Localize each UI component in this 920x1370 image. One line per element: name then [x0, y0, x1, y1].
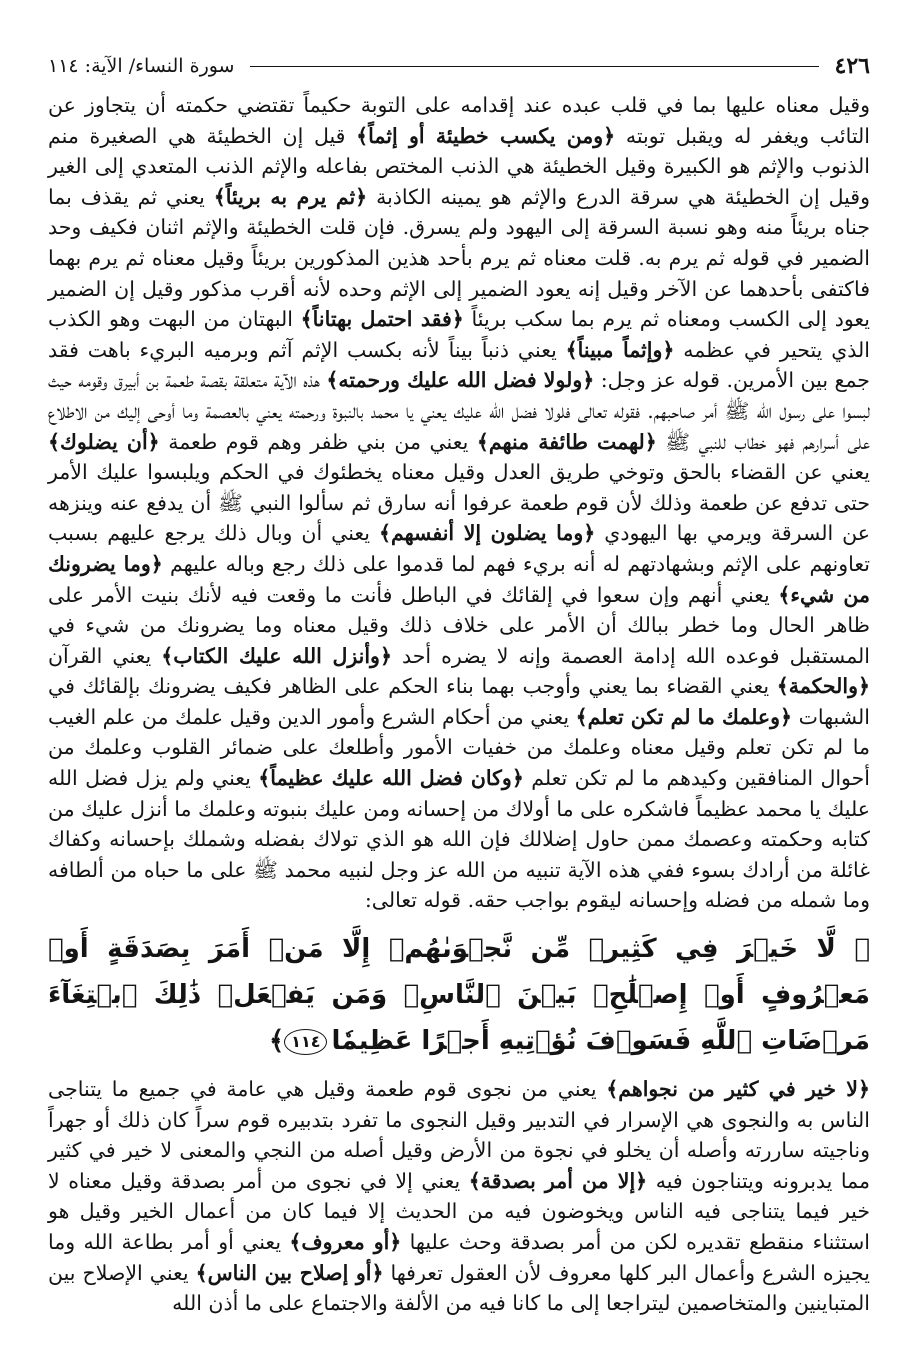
- text-segment: هذه الآية متعلقة بقصة طعمة بن أبيرق وقومه حيث لبسوا على رسول الله ﷺ أمر صاحبهم. فقوله تعالى فلولا فضل الله عليك يعني يا محمد بالنبوة ورحمته يعني بالعصمة وما أوحى إليك من الاطلاع على أسرارهم فهو خطاب للنبي ﷺ: [48, 368, 871, 454]
- text-segment: يعني ثم يقذف بما جناه بريئاً منه وهو نسبة السرقة إلى اليهود ولم يسرق. فإن قلت الخطيئة والإثم اثنان فكيف وحد الضمير في قوله ثم يرم به. قلت معناه ثم يرم بأحد هذين المذكورين بريئاً وقيل معناه ثم يرم بهما فاكتفى بأحدهما عن الآخر وقيل إنه يعود الضمير إلى الإثم وحده لأنه أقرب مذكور وقيل إن الضمير يعود إلى الكسب ومعناه ثم يرم بما سكب بريئاً: [48, 184, 871, 332]
- text-segment: يعني ذنباً بيناً لأنه بكسب الإثم آثم وبرميه البريء باهت فقد جمع بين الأمرين. قوله عز وجل:: [48, 337, 870, 393]
- quran-quote: ﴿لهمت طائفة منهم﴾: [476, 429, 657, 454]
- text-segment: يعني من أحكام الشرع وأمور الدين وقيل علمك من علم الغيب ما لم تكن تعلم وقيل معناه وعلمك من خفيات الأمور وأطلعك على ضمائر القلوب وعلمك من أحوال المنافقين وكيدهم ما لم تكن تعلم: [48, 704, 871, 791]
- text-segment: يعني الإصلاح بين المتباينين والمتخاصمين ليتراجعا إلى ما كانا فيه من الألفة والاجتماع على ما أذن الله: [48, 1260, 870, 1316]
- quran-quote: ﴿وإثماً مبيناً﴾: [565, 337, 675, 362]
- quran-quote: ﴿ولولا فضل الله عليك ورحمته﴾: [326, 368, 595, 393]
- quran-quote: ﴿أو معروف﴾: [289, 1230, 402, 1254]
- commentary-paragraph: [48, 1074, 870, 1319]
- quran-verse: [48, 926, 870, 1064]
- text-segment: وقيل معناه عليها بما في قلب عبده عند إقدامه على التوبة حكيماً تقتضي حكمته أن يتجاوز عن التائب ويغفر له ويقبل توبته: [48, 93, 870, 148]
- text-segment: البهتان من البهت وهو الكذب الذي يتحير في عظمه: [48, 307, 871, 362]
- text-segment: يعني أنهم وإن سعوا في إلقائك في الباطل فأنت ما وقعت فيه لأنك بنيت الأمر على ظاهر الحال وما خطر ببالك أن الأمر على خلاف ذلك وقيل معناه وما يضرونك من شيء في المستقبل فوعده الله إدامة العصمة وإنه لا يضره أحد: [48, 582, 870, 668]
- quran-quote: ﴿وكان فضل الله عليك عظيماً﴾: [258, 766, 524, 791]
- text-segment: يعني من نجوى قوم طعمة وقيل هي عامة في جميع ما يتناجى الناس به والنجوى هي الإسرار في التدبير وقيل النجوى ما تفرد بتدبيره قوم سراً كان ذلك أو جهراً وناجيته ساررته وأصله أن يخلو في نجوة من الأرض وقيل أصله من النجي والمعنى لا خير في كثير مما يدبرونه ويتناجون فيه: [48, 1077, 870, 1193]
- verse-number-marker: ١١٤: [284, 1029, 327, 1055]
- text-segment: يعني أن وبال ذلك يرجع عليهم بسبب تعاونهم على الإثم وبشهادتهم له أنه بريء فهم لما قدموا على ذلك رجع وباله عليهم: [48, 521, 870, 576]
- text-segment: يعني عن القضاء بالحق وتوخي طريق العدل وقيل معناه يخطئوك في الحكم ويلبسوا عليك الأمر حتى تدفع عن طعمة وذلك لأن قوم طعمة عرفوا أنه سارق ثم سألوا النبي ﷺ أن يدفع عنه وينزهه عن السرقة ويرمي بها اليهودي: [48, 460, 871, 546]
- header-rule: [250, 66, 818, 67]
- text-segment: يعني إلا في نجوى من أمر بصدقة وقيل معناه لا خير فيما يتناجى فيه الناس ويخوضون فيه من الحديث إلا فيما كان من أعمال الخير وقيل هو استثناء منقطع تقديره لكن من أمر بصدقة وحث عليها: [48, 1168, 871, 1254]
- page-header: [48, 48, 870, 84]
- quran-quote: ﴿ثم يرم به بريئاً﴾: [213, 184, 368, 209]
- quran-quote: ﴿وما يضرونك من شيء﴾: [48, 551, 870, 607]
- quran-quote: ﴿وما يضلون إلا أنفسهم﴾: [378, 521, 596, 546]
- text-segment: قيل إن الخطيئة هي الصغيرة منم الذنوب والإثم هو الكبيرة وقيل الخطيئة هي الذنب المختص بفاعله والإثم الذنب المتعدي إلى الغير وقيل إن الخطيئة هي سرقة الدرع والإثم هو يمينه الكاذبة: [48, 123, 870, 209]
- quran-quote: ﴿وأنزل الله عليك الكتاب﴾: [161, 643, 392, 668]
- commentary-paragraph: [48, 90, 870, 916]
- quran-quote: ﴿لا خير في كثير من نجواهم﴾: [606, 1077, 870, 1102]
- quran-quote: ﴿والحكمة﴾: [776, 674, 870, 699]
- quran-quote: ﴿أن يضلوك﴾: [48, 429, 160, 454]
- verse-text: ﴿ لَّا خَيۡرَ فِي كَثِيرٖ مِّن نَّجۡوَىٰهُمۡ إِلَّا مَنۡ أَمَرَ بِصَدَقَةٍ أَوۡ مَعۡرُوفٍ أَوۡ إِصۡلَٰحِۭ بَيۡنَ ٱلنَّاسِۚ وَمَن يَفۡعَلۡ ذَٰلِكَ ٱبۡتِغَآءَ مَرۡضَاتِ ٱللَّهِ فَسَوۡفَ نُؤۡتِيهِ أَجۡرًا عَظِيمٗا: [48, 934, 870, 1057]
- quran-quote: ﴿ومن يكسب خطيئة أو إثماً﴾: [356, 123, 616, 148]
- page-number: ٤٢٦: [834, 53, 870, 79]
- text-segment: يعني القرآن: [48, 643, 162, 668]
- text-segment: يعني من بني ظفر وهم قوم طعمة: [159, 429, 477, 454]
- verse-close-bracket: ﴾: [268, 1026, 285, 1057]
- quran-quote: ﴿فقد احتمل بهتاناً﴾: [300, 307, 464, 332]
- text-segment: يعني ولم يزل فضل الله عليك يا محمد عظيماً فاشكره على ما أولاك من إحسانه ومن عليك بنبوته وعلمك ما أنزل عليك من كتابه وحكمته وعصمك ممن حاول إضلالك فإن الله هو الذي تولاك بفضله وشملك بإحسانه وكفاك غائلة من أرادك بسوء ففي هذه الآية تنبيه من الله عز وجل لنبيه محمد ﷺ على ما حباه من ألطافه وما شمله من فضله وإحسانه ليقوم بواجب حقه. قوله تعالى:: [48, 766, 870, 913]
- text-segment: يعني القضاء بما يعني وأوجب بهما بناء الحكم على الظاهر فكيف يضرونك بإلقائك في الشبهات: [48, 674, 870, 729]
- quran-quote: ﴿وعلمك ما لم تكن تعلم﴾: [575, 704, 793, 729]
- running-head: سورة النساء/ الآية: ١١٤: [48, 55, 235, 77]
- body-text: [48, 90, 870, 1319]
- text-segment: يعني أو أمر بطاعة الله وما يجيزه الشرع وأعمال البر كلها معروف لأن العقول تعرفها: [48, 1230, 870, 1285]
- quran-quote: ﴿أو إصلاح بين الناس﴾: [195, 1260, 384, 1285]
- quran-quote: ﴿إلا من أمر بصدقة﴾: [468, 1168, 648, 1193]
